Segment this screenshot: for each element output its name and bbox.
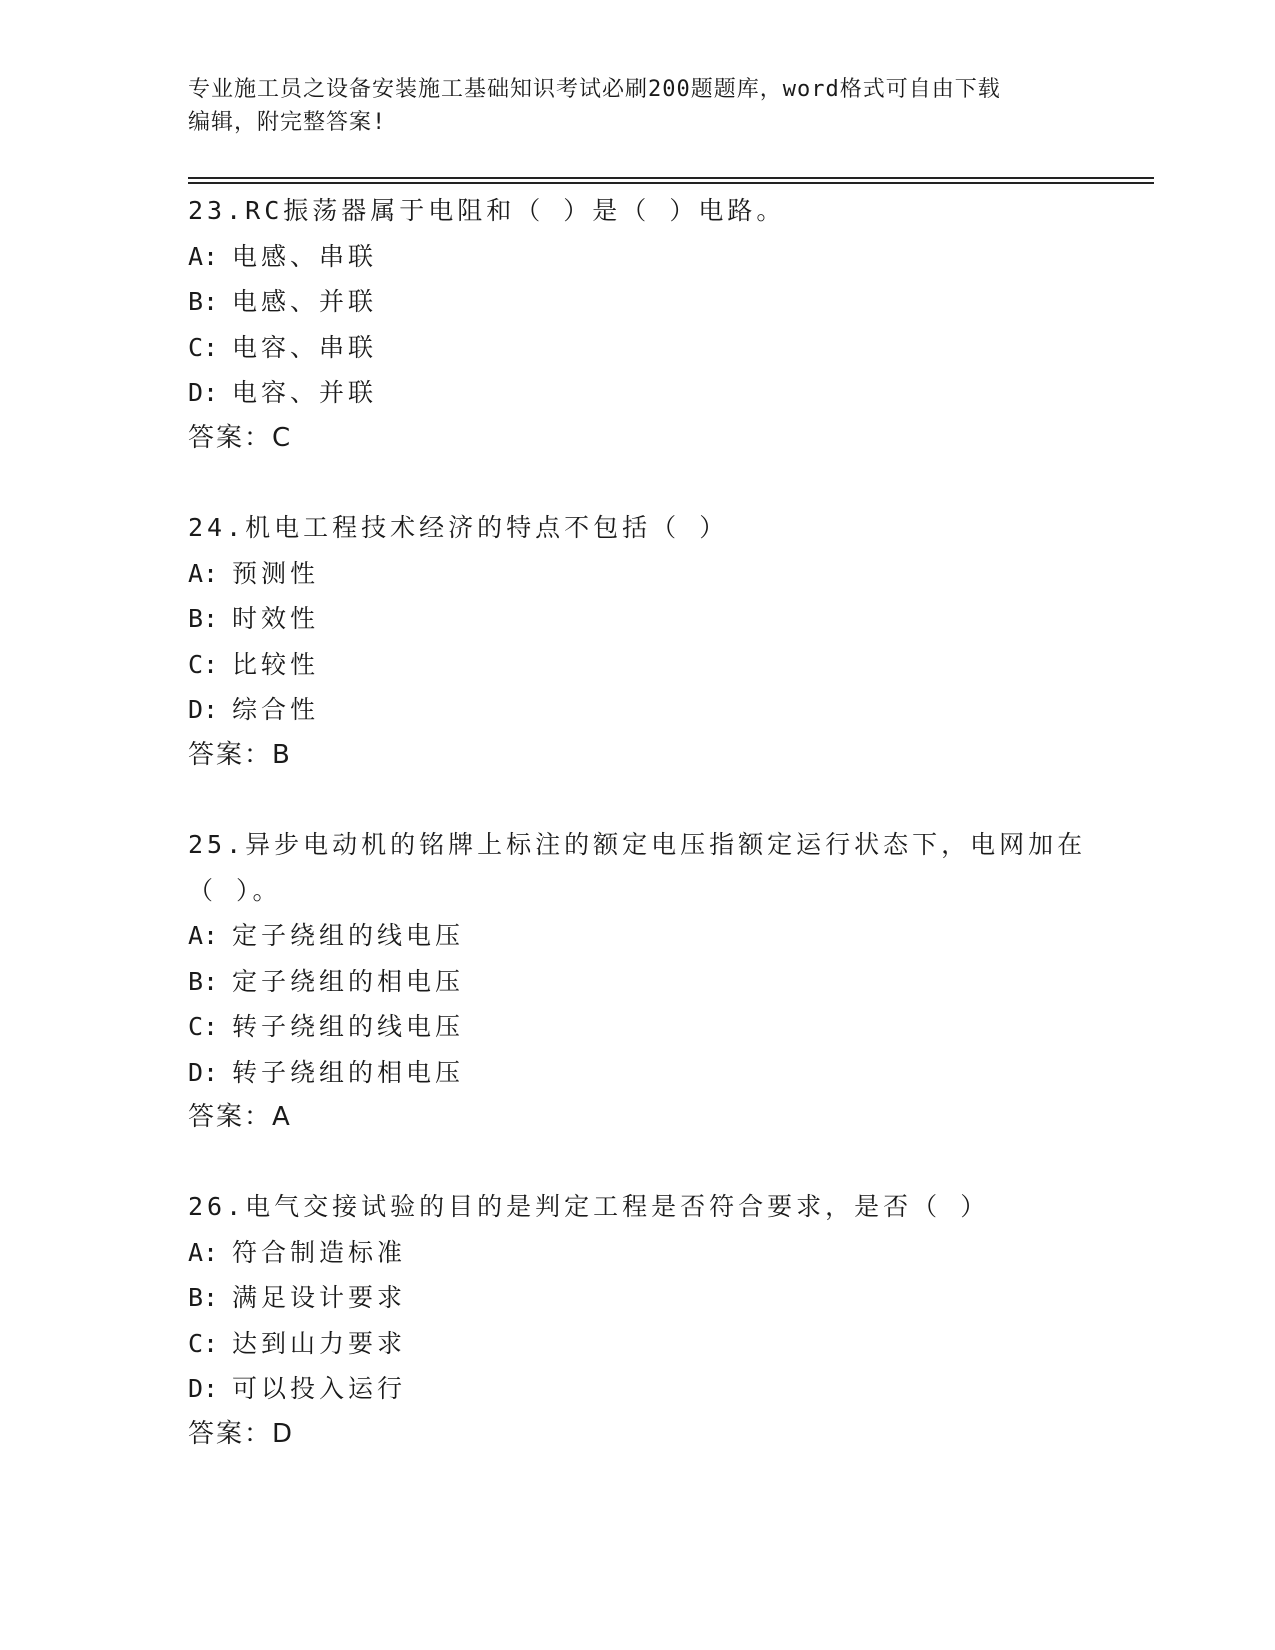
option-b — [188, 279, 1148, 325]
answer-line: 答案：C — [188, 422, 293, 453]
option-text: 电感、并联 — [232, 287, 378, 316]
option-text: 电感、串联 — [232, 241, 378, 271]
option-letter: D: — [188, 378, 219, 407]
option-letter: C: — [188, 1012, 219, 1041]
option-letter: D: — [188, 1374, 219, 1403]
option-c — [188, 642, 1148, 688]
option-letter: A: — [188, 1237, 219, 1267]
option-text: 转子绕组的相电压 — [232, 1057, 465, 1087]
option-text: 比较性 — [232, 649, 320, 679]
option-letter: A: — [188, 558, 219, 588]
option-b — [188, 959, 1148, 1005]
option-text: 定子绕组的相电压 — [232, 966, 465, 996]
option-text: 转子绕组的线电压 — [232, 1012, 465, 1041]
question-24 — [188, 505, 1148, 778]
option-text: 预测性 — [232, 558, 320, 588]
document-header — [188, 73, 1088, 139]
option-text: 电容、并联 — [232, 378, 378, 407]
question-text: 25.异步电动机的铭牌上标注的额定电压指额定运行状态下，电网加在 — [188, 830, 1087, 859]
option-d — [188, 1366, 1148, 1412]
option-c — [188, 1004, 1148, 1050]
option-text: 定子绕组的线电压 — [232, 921, 465, 950]
header-line-2: 编辑，附完整答案! — [188, 110, 387, 135]
option-text: 满足设计要求 — [232, 1283, 407, 1312]
option-letter: A: — [188, 921, 219, 950]
option-letter: B: — [188, 966, 219, 996]
question-26 — [188, 1184, 1148, 1457]
option-letter: C: — [188, 1328, 219, 1358]
option-b — [188, 1275, 1148, 1321]
header-line-1: 专业施工员之设备安装施工基础知识考试必刷200题题库，word格式可自由下载 — [188, 77, 1001, 102]
option-a — [188, 234, 1148, 280]
question-25 — [188, 822, 1148, 1141]
question-text: 24.机电工程技术经济的特点不包括（ ） — [188, 513, 729, 542]
option-d — [188, 370, 1148, 416]
option-d — [188, 687, 1148, 733]
option-c — [188, 1321, 1148, 1367]
option-text: 综合性 — [232, 695, 320, 724]
option-b — [188, 596, 1148, 642]
option-letter: B: — [188, 604, 219, 633]
question-text-continued: （ ）。 — [188, 875, 282, 905]
answer-line: 答案：B — [188, 739, 292, 770]
option-text: 达到山力要求 — [232, 1328, 407, 1358]
question-text: 23.RC振荡器属于电阻和（ ）是（ ）电路。 — [188, 196, 786, 225]
option-a — [188, 1230, 1148, 1276]
question-23 — [188, 188, 1148, 461]
question-text: 26.电气交接试验的目的是判定工程是否符合要求，是否（ ） — [188, 1192, 990, 1221]
option-letter: D: — [188, 1057, 219, 1087]
option-letter: C: — [188, 649, 219, 679]
option-letter: D: — [188, 695, 219, 724]
option-c — [188, 325, 1148, 371]
option-text: 时效性 — [232, 604, 320, 633]
option-text: 可以投入运行 — [232, 1374, 407, 1403]
header-divider-top — [188, 177, 1154, 179]
option-a — [188, 913, 1148, 959]
option-text: 电容、串联 — [232, 332, 378, 362]
option-text: 符合制造标准 — [232, 1237, 407, 1267]
option-letter: C: — [188, 332, 219, 362]
option-a — [188, 551, 1148, 597]
option-letter: B: — [188, 1283, 219, 1312]
answer-line: 答案：D — [188, 1418, 295, 1449]
option-letter: B: — [188, 287, 219, 316]
header-divider-bottom — [188, 182, 1154, 184]
answer-line: 答案：A — [188, 1102, 292, 1132]
option-d — [188, 1050, 1148, 1096]
option-letter: A: — [188, 241, 219, 271]
